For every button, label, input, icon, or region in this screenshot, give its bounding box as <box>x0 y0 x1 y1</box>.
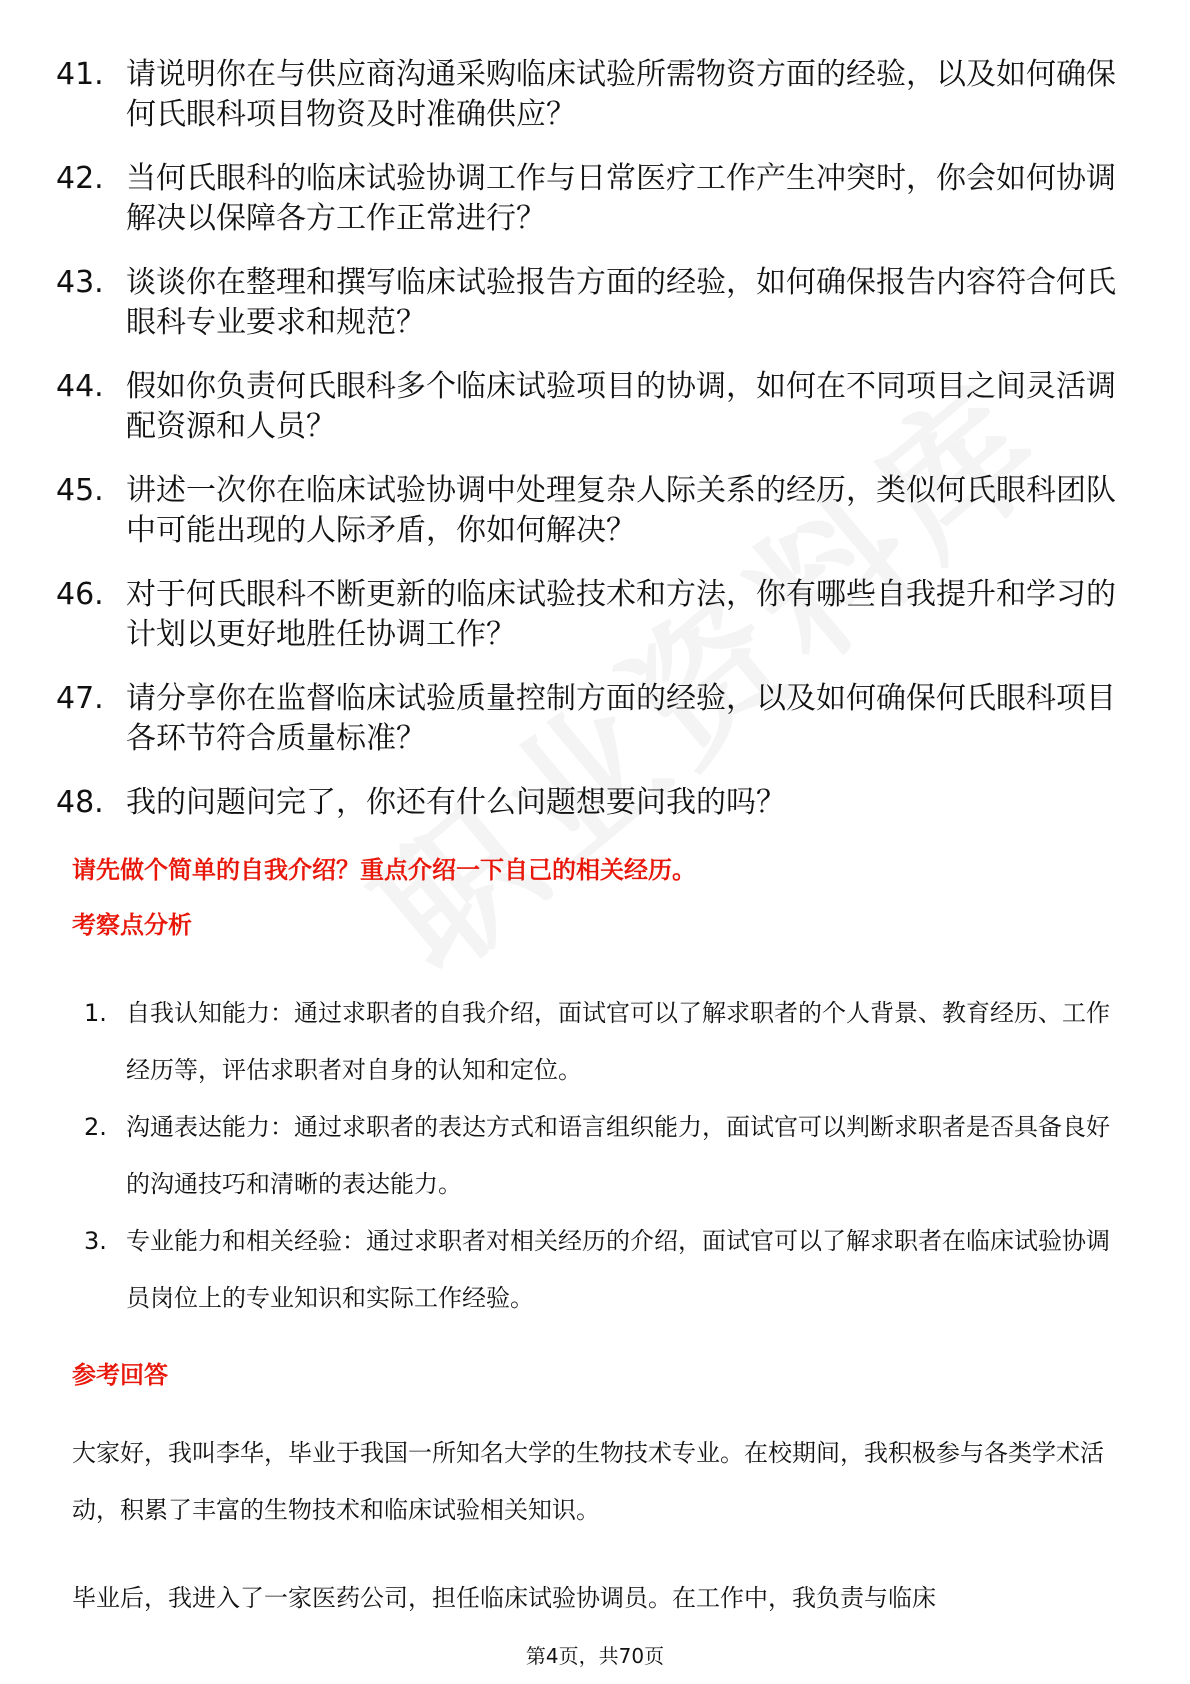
page-number: 第4页，共70页 <box>525 1644 665 1668</box>
question-text: 假如你负责何氏眼科多个临床试验项目的协调，如何在不同项目之间灵活调配资源和人员？ <box>126 369 1116 444</box>
question-number: 45. <box>56 473 104 508</box>
question-number: 43. <box>56 265 104 300</box>
answer-heading: 参考回答 <box>72 1361 168 1389</box>
question-number: 42. <box>56 161 104 196</box>
question-item <box>56 679 1116 759</box>
question-item <box>56 263 1116 343</box>
question-item <box>56 575 1116 655</box>
question-list <box>56 55 1116 847</box>
analysis-item <box>84 1099 1124 1213</box>
question-text: 谈谈你在整理和撰写临床试验报告方面的经验，如何确保报告内容符合何氏眼科专业要求和规范？ <box>126 265 1116 340</box>
analysis-text: 沟通表达能力：通过求职者的表达方式和语言组织能力，面试官可以判断求职者是否具备良好的沟通技巧和清晰的表达能力。 <box>126 1113 1110 1198</box>
section-title: 请先做个简单的自我介绍？重点介绍一下自己的相关经历。 <box>72 856 696 884</box>
question-text: 对于何氏眼科不断更新的临床试验技术和方法，你有哪些自我提升和学习的计划以更好地胜任协调工作？ <box>126 577 1116 652</box>
analysis-number: 2. <box>84 1113 107 1141</box>
question-number: 41. <box>56 57 104 92</box>
analysis-list <box>84 985 1124 1327</box>
answer-paragraph: 毕业后，我进入了一家医药公司，担任临床试验协调员。在工作中，我负责与临床 <box>72 1584 936 1612</box>
question-text: 请说明你在与供应商沟通采购临床试验所需物资方面的经验，以及如何确保何氏眼科项目物资及时准确供应？ <box>126 57 1116 132</box>
analysis-number: 3. <box>84 1227 107 1255</box>
answer-paragraph: 大家好，我叫李华，毕业于我国一所知名大学的生物技术专业。在校期间，我积极参与各类学术活动，积累了丰富的生物技术和临床试验相关知识。 <box>72 1439 1104 1524</box>
question-item <box>56 55 1116 135</box>
question-text: 当何氏眼科的临床试验协调工作与日常医疗工作产生冲突时，你会如何协调解决以保障各方工作正常进行？ <box>126 161 1116 236</box>
analysis-text: 自我认知能力：通过求职者的自我介绍，面试官可以了解求职者的个人背景、教育经历、工作经历等，评估求职者对自身的认知和定位。 <box>126 999 1110 1084</box>
analysis-item <box>84 1213 1124 1327</box>
analysis-heading: 考察点分析 <box>72 911 192 939</box>
analysis-text: 专业能力和相关经验：通过求职者对相关经历的介绍，面试官可以了解求职者在临床试验协调员岗位上的专业知识和实际工作经验。 <box>126 1227 1110 1312</box>
question-item <box>56 471 1116 551</box>
question-number: 44. <box>56 369 104 404</box>
question-text: 请分享你在监督临床试验质量控制方面的经验，以及如何确保何氏眼科项目各环节符合质量标准？ <box>126 681 1116 756</box>
question-text: 讲述一次你在临床试验协调中处理复杂人际关系的经历，类似何氏眼科团队中可能出现的人际矛盾，你如何解决？ <box>126 473 1116 548</box>
question-number: 46. <box>56 577 104 612</box>
analysis-item <box>84 985 1124 1099</box>
question-text: 我的问题问完了，你还有什么问题想要问我的吗？ <box>126 785 786 820</box>
question-item <box>56 367 1116 447</box>
analysis-number: 1. <box>84 999 107 1027</box>
question-item <box>56 783 1116 823</box>
question-item <box>56 159 1116 239</box>
question-number: 47. <box>56 681 104 716</box>
question-number: 48. <box>56 785 104 820</box>
